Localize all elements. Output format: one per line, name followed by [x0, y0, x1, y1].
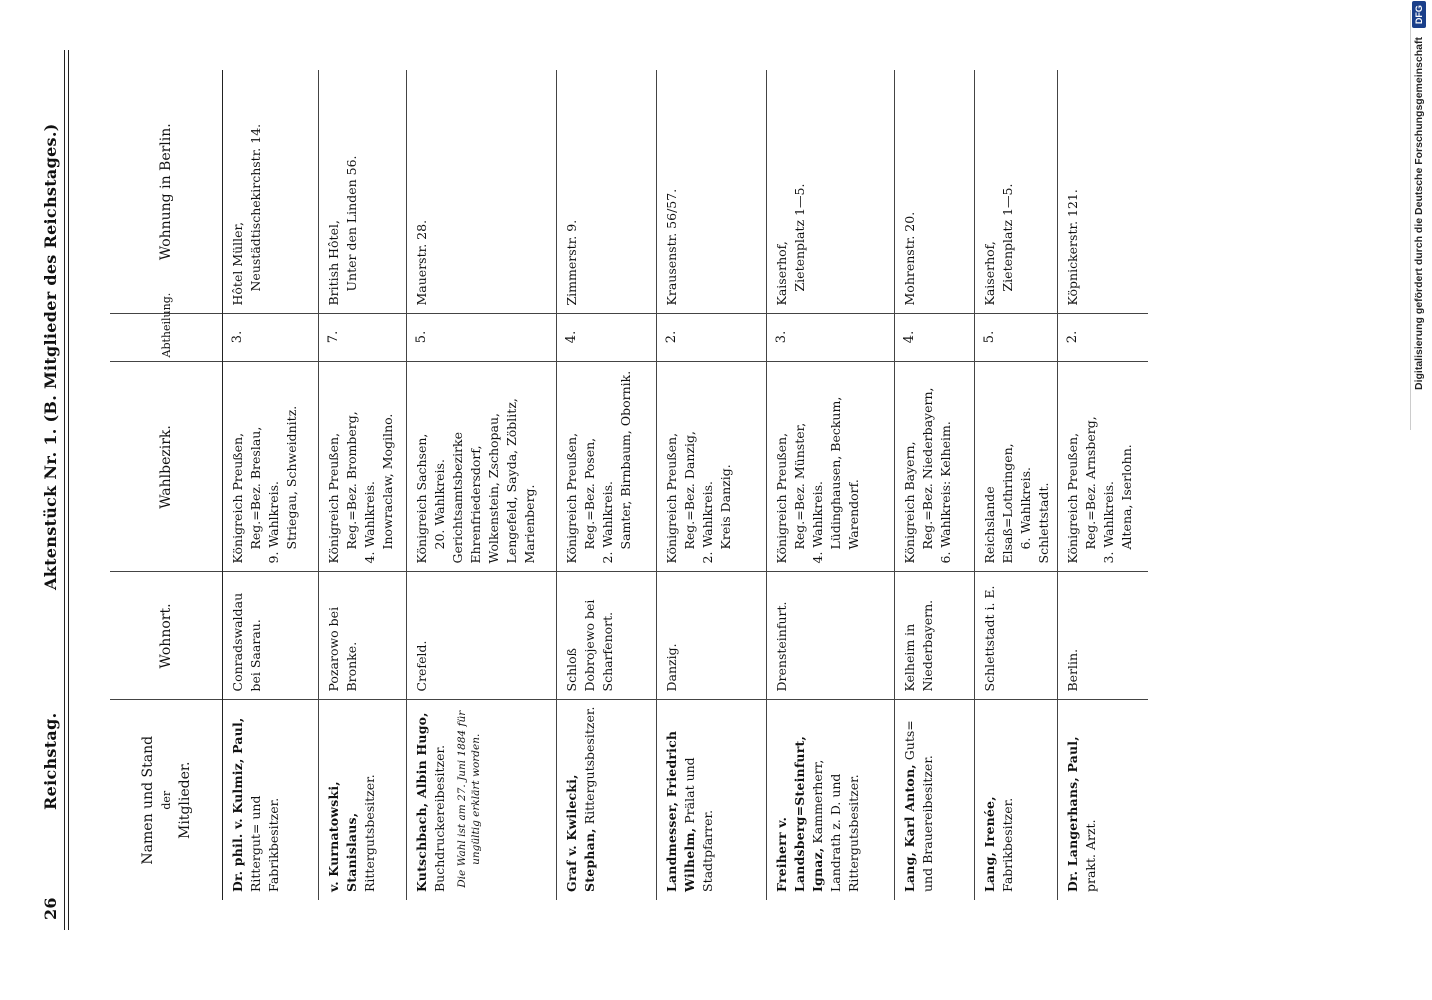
abtheilung-cell: [223, 314, 319, 362]
wohnung-line-2: Neustädtischekirchstr. 14.: [248, 123, 263, 292]
wahlbezirk-line-3: Schlettstadt.: [1036, 482, 1051, 564]
column-header-wohnung: Wohnung in Berlin.: [110, 70, 223, 314]
column-header-wahlbezirk: Wahlbezirk.: [110, 362, 223, 572]
wahlbezirk-line-4: Lüdinghausen, Beckum, Warendorf.: [828, 396, 861, 550]
wahlbezirk-line-2: Reg.=Bez. Niederbayern,: [920, 387, 935, 550]
wohnort: Danzig.: [664, 643, 679, 692]
member-stand: prakt. Arzt.: [1083, 819, 1098, 892]
wohnort-cell: [223, 572, 319, 700]
wahlbezirk-line-4: Altena, Iserlohn.: [1119, 444, 1134, 550]
wahlbezirk-line-1: Königreich Preußen,: [774, 432, 789, 564]
wohnort: Schlettstadt i. E.: [982, 585, 997, 692]
wohnort-cell: [657, 572, 767, 700]
wohnung-line-1: Zimmerstr. 9.: [564, 219, 579, 306]
member-cell: [975, 700, 1058, 900]
wahlbezirk-line-2: 20. Wahlkreis.: [432, 459, 447, 550]
member-stand: Prälat und Stadtpfarrer.: [682, 757, 715, 892]
member-cell: [657, 700, 767, 900]
wohnort-cell: [407, 572, 557, 700]
member-stand: Kammerherr, Landrath z. D. und Rittergutsbesitzer.: [810, 759, 861, 892]
wahlbezirk-line-4: Striegau, Schweidnitz.: [284, 405, 299, 550]
wahlbezirk-line-2: Reg.=Bez. Danzig,: [682, 431, 697, 550]
table-row: [975, 70, 1058, 900]
member-stand: Buchdruckereibesitzer.: [432, 744, 447, 892]
wahlbezirk-cell: [319, 362, 407, 572]
member-stand: Rittergutsbesitzer.: [362, 774, 377, 892]
wohnung-cell: [657, 70, 767, 314]
table-row: [1058, 70, 1148, 900]
wahlbezirk-line-2: Reg.=Bez. Münster,: [792, 422, 807, 550]
wahlbezirk-line-1: Königreich Preußen,: [230, 432, 245, 564]
wohnort-cell: [895, 572, 975, 700]
funding-notice: [1408, 5, 1430, 390]
header-rule: [64, 50, 65, 930]
wohnung-cell: [319, 70, 407, 314]
page-number: 26: [41, 897, 60, 920]
wahlbezirk-line-1: Königreich Preußen,: [1065, 432, 1080, 564]
wahlbezirk-cell: [895, 362, 975, 572]
wahlbezirk-line-1: Königreich Bayern,: [902, 441, 917, 564]
abtheilung: 5.: [982, 330, 997, 344]
wahlbezirk-line-1: Königreich Preußen,: [564, 432, 579, 564]
wahlbezirk-line-3: 3. Wahlkreis.: [1101, 481, 1116, 564]
wohnung-cell: [223, 70, 319, 314]
member-cell: [1058, 700, 1148, 900]
member-name: v. Kurnatowski, Stanislaus,: [326, 781, 359, 892]
abtheilung: 5.: [414, 330, 429, 344]
wohnung-cell: [1058, 70, 1148, 314]
wohnort: Pozarowo bei Bronke.: [326, 606, 359, 692]
wohnung-line-1: British Hôtel,: [326, 220, 341, 306]
wahlbezirk-line-1: Königreich Preußen,: [326, 432, 341, 564]
wohnung-cell: [895, 70, 975, 314]
table-row: [407, 70, 557, 900]
wohnung-cell: [557, 70, 657, 314]
member-name: Dr. phil. v. Kulmiz, Paul,: [230, 717, 245, 892]
abtheilung: 3.: [774, 330, 789, 344]
abtheilung-cell: [407, 314, 557, 362]
table-row: [223, 70, 319, 900]
abtheilung-cell: [895, 314, 975, 362]
wohnung-line-1: Hôtel Müller,: [230, 221, 245, 306]
wohnort: Drensteinfurt.: [774, 601, 789, 692]
wahlbezirk-cell: [975, 362, 1058, 572]
wahlbezirk-cell: [767, 362, 895, 572]
abtheilung: 2.: [1065, 330, 1080, 344]
member-name: Dr. Langerhans, Paul,: [1065, 736, 1080, 892]
wohnort: Crefeld.: [414, 640, 429, 692]
header-center-title: Aktenstück Nr. 1. (B. Mitglieder des Reichstages.): [41, 123, 60, 590]
member-name: Kutschbach, Albin Hugo,: [414, 712, 429, 892]
wohnung-line-2: Zietenplatz 1—5.: [1000, 183, 1015, 292]
header-left-title: Reichstag.: [41, 712, 60, 810]
wahlbezirk-line-1: Reichslande Elsaß=Lothringen,: [982, 443, 1015, 564]
dfg-logo: DFG: [1412, 1, 1426, 28]
member-cell: [407, 700, 557, 900]
wahlbezirk-line-3: 4. Wahlkreis.: [810, 481, 825, 564]
funding-text: Digitalisierung gefördert durch die Deutsche Forschungsgemeinschaft: [1413, 37, 1425, 390]
wahlbezirk-cell: [223, 362, 319, 572]
wahlbezirk-line-3: Gerichtsamtsbezirke Ehrenfriedersdorf, Wolkenstein, Zschopau, Lengefeld, Sayda, Zöblitz, Marienberg.: [450, 398, 537, 564]
abtheilung-cell: [767, 314, 895, 362]
member-stand: Guts= und Brauereibesitzer.: [902, 720, 935, 892]
column-header-name: Namen und Stand der Mitglieder.: [110, 700, 223, 900]
member-name: Lang, Irenée,: [982, 796, 997, 892]
wohnung-cell: [767, 70, 895, 314]
wahlbezirk-line-3: 9. Wahlkreis.: [266, 481, 281, 564]
member-name: Landmesser, Friedrich Wilhelm,: [664, 730, 697, 892]
member-name: Graf v. Kwilecki, Stephan,: [564, 774, 597, 892]
wohnort-cell: [975, 572, 1058, 700]
wohnort-cell: [319, 572, 407, 700]
abtheilung-cell: [657, 314, 767, 362]
table-header-row: [110, 70, 223, 900]
wahlbezirk-line-1: Königreich Sachsen,: [414, 433, 429, 564]
wahlbezirk-line-1: Königreich Preußen,: [664, 432, 679, 564]
wahlbezirk-line-2: Reg.=Bez. Breslau,: [248, 426, 263, 550]
abtheilung: 7.: [326, 330, 341, 344]
member-cell: [223, 700, 319, 900]
wahlbezirk-line-4: Inowraclaw, Mogilno.: [380, 413, 395, 550]
wahlbezirk-line-3: 2. Wahlkreis.: [700, 481, 715, 564]
wahlbezirk-line-2: 6. Wahlkreis.: [1018, 467, 1033, 550]
table-row: [557, 70, 657, 900]
member-stand: Fabrikbesitzer.: [1000, 797, 1015, 892]
wohnung-line-1: Kaiserhof,: [774, 241, 789, 306]
wahlbezirk-cell: [657, 362, 767, 572]
wahlbezirk-cell: [557, 362, 657, 572]
wohnort: Schloß Dobrojewo bei Scharfenort.: [564, 599, 615, 692]
wahlbezirk-line-3: 2. Wahlkreis.: [600, 481, 615, 564]
wahlbezirk-line-3: 4. Wahlkreis.: [362, 481, 377, 564]
member-stand: Rittergut= und Fabrikbesitzer.: [248, 795, 281, 892]
wohnung-line-1: Kaiserhof,: [982, 241, 997, 306]
wohnung-line-1: Mohrenstr. 20.: [902, 211, 917, 306]
wahlbezirk-line-3: 6. Wahlkreis: Kelheim.: [938, 421, 953, 564]
table-row: [895, 70, 975, 900]
member-cell: [557, 700, 657, 900]
wohnung-line-2: Unter den Linden 56.: [344, 155, 359, 292]
member-cell: [767, 700, 895, 900]
wahlbezirk-cell: [1058, 362, 1148, 572]
abtheilung: 4.: [564, 330, 579, 344]
member-stand: Rittergutsbesitzer.: [582, 706, 597, 825]
member-cell: [319, 700, 407, 900]
abtheilung-cell: [975, 314, 1058, 362]
member-name: Freiherr v. Landsberg=Steinfurt, Ignaz,: [774, 735, 825, 892]
members-table: [110, 70, 1320, 900]
wohnung-cell: [975, 70, 1058, 314]
abtheilung-cell: [557, 314, 657, 362]
abtheilung: 2.: [664, 330, 679, 344]
wohnung-cell: [407, 70, 557, 314]
wohnort: Kelheim in Niederbayern.: [902, 599, 935, 692]
wahlbezirk-line-2: Reg.=Bez. Bromberg,: [344, 411, 359, 550]
wohnort-cell: [767, 572, 895, 700]
wohnort: Conradswaldau bei Saarau.: [230, 592, 263, 692]
header-rule-double: [68, 50, 69, 930]
wahlbezirk-line-2: Reg.=Bez. Arnsberg,: [1083, 416, 1098, 550]
wohnung-line-1: Mauerstr. 28.: [414, 219, 429, 306]
table-row: [657, 70, 767, 900]
abtheilung-cell: [319, 314, 407, 362]
wohnung-line-2: Zietenplatz 1—5.: [792, 183, 807, 292]
wahlbezirk-line-4: Samter, Birnbaum, Obornik.: [618, 370, 633, 550]
column-header-abtheilung: Abtheilung.: [110, 314, 223, 362]
wohnung-line-1: Köpnickerstr. 121.: [1065, 189, 1080, 306]
member-name: Lang, Karl Anton,: [902, 764, 917, 892]
abtheilung: 3.: [230, 330, 245, 344]
member-note: Die Wahl ist am 27. Juni 1884 für ungültig erklärt worden.: [456, 710, 482, 888]
wohnung-line-1: Krausenstr. 56/57.: [664, 188, 679, 306]
table-row: [319, 70, 407, 900]
column-header-wohnort: Wohnort.: [110, 572, 223, 700]
wohnort-cell: [557, 572, 657, 700]
wohnort-cell: [1058, 572, 1148, 700]
table-row: [767, 70, 895, 900]
member-cell: [895, 700, 975, 900]
abtheilung-cell: [1058, 314, 1148, 362]
wohnort: Berlin.: [1065, 648, 1080, 692]
wahlbezirk-line-2: Reg.=Bez. Posen,: [582, 437, 597, 550]
abtheilung: 4.: [902, 330, 917, 344]
wahlbezirk-cell: [407, 362, 557, 572]
wahlbezirk-line-4: Kreis Danzig.: [718, 464, 733, 550]
